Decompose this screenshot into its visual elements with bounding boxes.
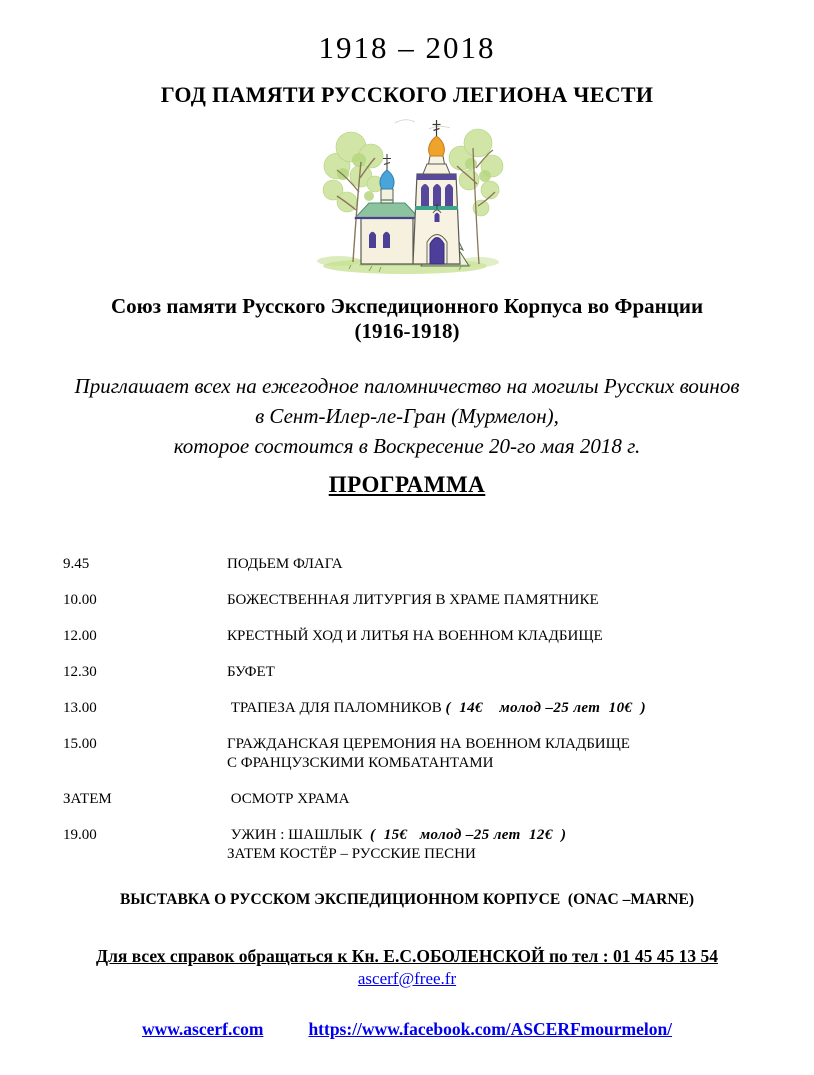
schedule-description [227, 790, 349, 809]
exhibition-note: ВЫСТАВКА О РУССКОМ ЭКСПЕДИЦИОННОМ КОРПУСЕ (ONAC –MARNE) [119, 891, 695, 908]
church-illustration-icon [309, 114, 505, 280]
schedule-time: 12.30 [63, 664, 97, 680]
facebook-link[interactable]: https://www.facebook.com/ASCERFmourmelon/ [308, 1019, 673, 1039]
organization-title [0, 294, 814, 344]
invitation-paragraph [0, 371, 814, 461]
email-link[interactable]: ascerf@free.fr [357, 969, 457, 988]
footer-links [0, 1019, 814, 1040]
schedule [63, 555, 814, 864]
tower-door [430, 238, 444, 265]
schedule-row [63, 591, 814, 610]
contact-info-line: Для всех справок обращаться к Кн. Е.С.ОБОЛЕНСКОЙ по тел : 01 45 45 13 54 [96, 946, 718, 966]
schedule-desc-line: ГРАЖДАНСКАЯ ЦЕРЕМОНИЯ НА ВОЕННОМ КЛАДБИЩЕ [227, 736, 630, 752]
illustration-container [0, 114, 814, 280]
schedule-desc-line: ОСМОТР ХРАМА [227, 791, 350, 807]
schedule-row [63, 826, 814, 864]
organization-years: (1916-1918) [354, 319, 460, 343]
blue-dome-icon [380, 170, 394, 189]
schedule-desc-line: ЗАТЕМ КОСТЁР – РУССКИЕ ПЕСНИ [227, 846, 476, 862]
schedule-description [227, 735, 630, 773]
schedule-time: ЗАТЕМ [63, 791, 112, 807]
schedule-time: 13.00 [63, 700, 97, 716]
schedule-desc-line: УЖИН : ШАШЛЫК ( 15€ молод –25 лет 12€ ) [227, 827, 567, 843]
schedule-desc-line: БОЖЕСТВЕННАЯ ЛИТУРГИЯ В ХРАМЕ ПАМЯТНИКЕ [227, 592, 599, 608]
tower-window [435, 213, 440, 222]
schedule-row [63, 663, 814, 682]
schedule-desc-line: ПОДЬЕМ ФЛАГА [227, 556, 343, 572]
schedule-time: 9.45 [63, 556, 90, 572]
schedule-description [227, 663, 275, 682]
sky-sketch [395, 120, 450, 129]
schedule-price: ( 15€ молод –25 лет 12€ ) [370, 827, 567, 843]
website-link[interactable]: www.ascerf.com [141, 1019, 264, 1039]
schedule-row [63, 699, 814, 718]
schedule-description [227, 555, 343, 574]
chapel-cross-icon [383, 154, 391, 170]
schedule-description [227, 826, 566, 864]
schedule-description [227, 591, 599, 610]
organization-name: Союз памяти Русского Экспедиционного Корпуса во Франции [110, 294, 704, 318]
schedule-time: 19.00 [63, 827, 97, 843]
schedule-time: 15.00 [63, 736, 97, 752]
gold-dome-icon [429, 136, 445, 156]
schedule-row [63, 735, 814, 773]
invitation-line-3: которое состоится в Воскресение 20-го мая 2018 г. [173, 434, 641, 458]
schedule-desc-line: БУФЕТ [227, 664, 275, 680]
schedule-price: ( 14€ молод –25 лет 10€ ) [445, 700, 647, 716]
years-title: 1918 – 2018 [318, 30, 496, 65]
schedule-row [63, 790, 814, 809]
invitation-line-1: Приглашает всех на ежегодное паломничество на могилы Русских воинов [74, 374, 740, 398]
schedule-time: 12.00 [63, 628, 97, 644]
schedule-desc-line: ТРАПЕЗА ДЛЯ ПАЛОМНИКОВ ( 14€ молод –25 лет 10€ ) [227, 700, 647, 716]
belfry-arches [421, 184, 453, 206]
schedule-desc-line: С ФРАНЦУЗСКИМИ КОМБАТАНТАМИ [227, 755, 494, 771]
schedule-description [227, 627, 603, 646]
schedule-description [227, 699, 646, 718]
schedule-row [63, 555, 814, 574]
schedule-desc-line: КРЕСТНЫЙ ХОД И ЛИТЬЯ НА ВОЕННОМ КЛАДБИЩЕ [227, 628, 603, 644]
program-heading: ПРОГРАММА [328, 472, 486, 497]
schedule-time: 10.00 [63, 592, 97, 608]
tower-cross-icon [433, 120, 441, 136]
schedule-row [63, 627, 814, 646]
bell-tower [413, 120, 460, 264]
email-line [0, 968, 814, 990]
memorial-year-title: ГОД ПАМЯТИ РУССКОГО ЛЕГИОНА ЧЕСТИ [160, 82, 654, 107]
invitation-line-2: в Сент-Илер-ле-Гран (Мурмелон), [255, 404, 559, 428]
